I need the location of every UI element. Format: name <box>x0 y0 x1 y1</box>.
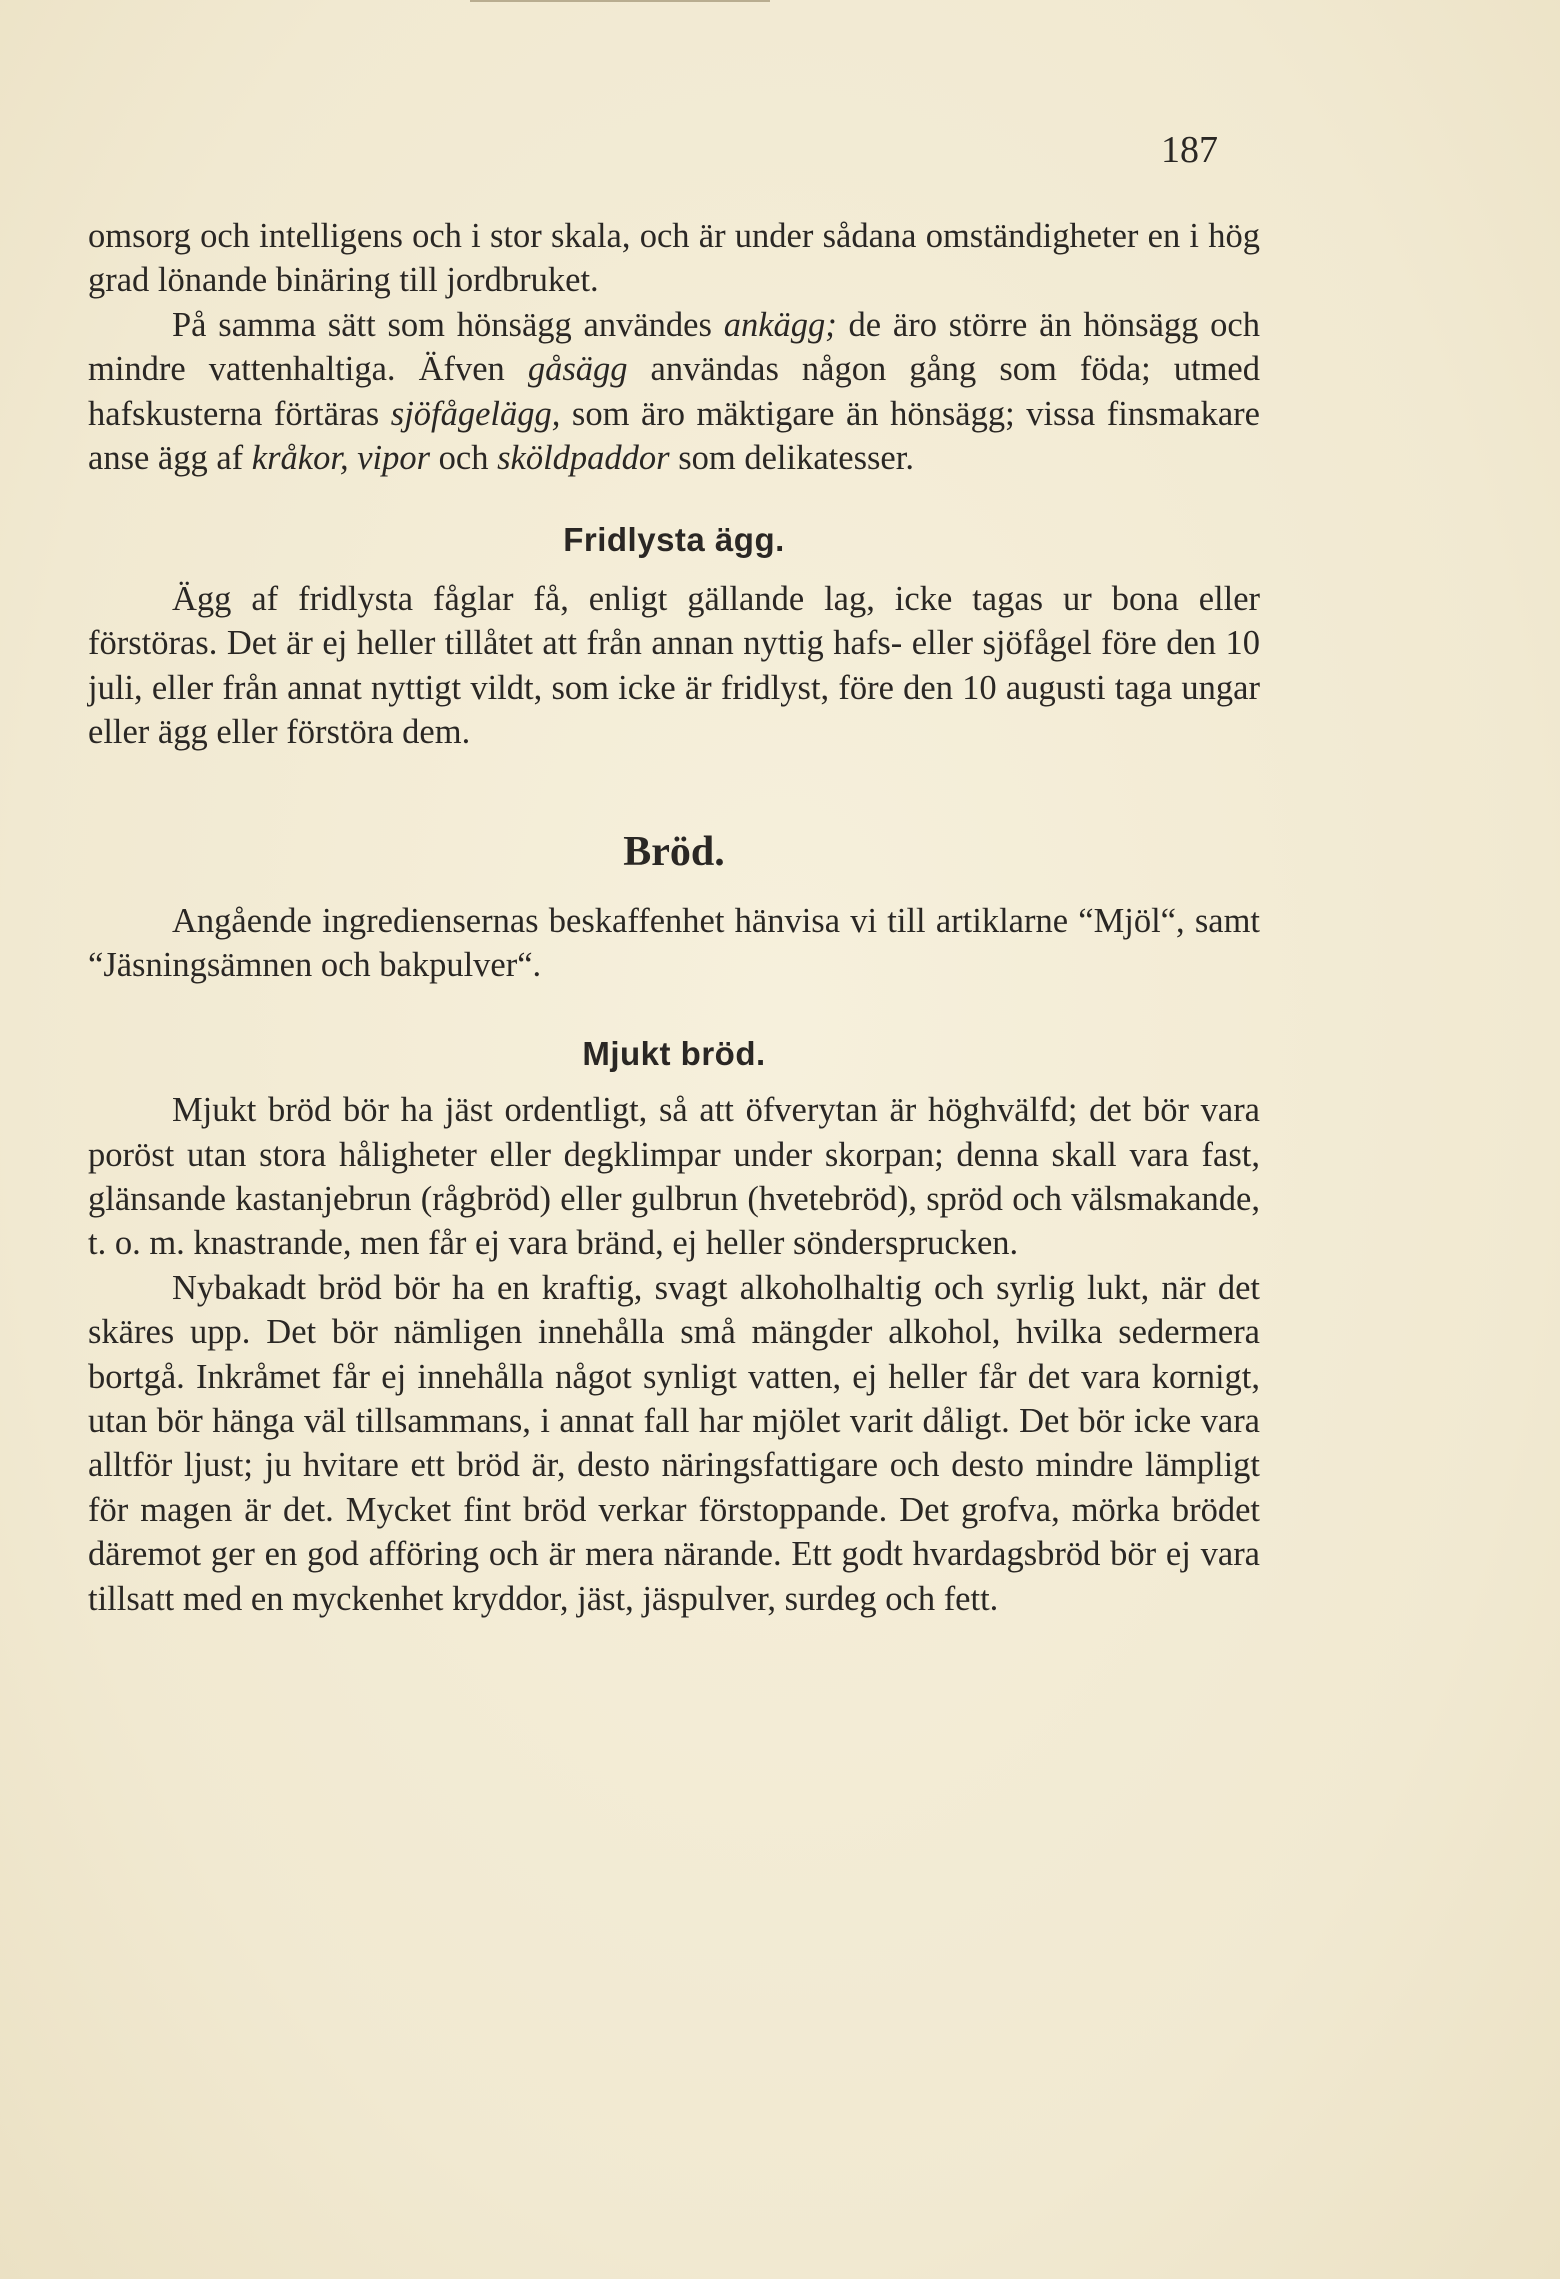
text-run: och <box>430 439 498 478</box>
text-run: På samma sätt som hönsägg användes <box>172 305 724 344</box>
italic-term: gåsägg <box>527 350 628 389</box>
paragraph-intro-continued: omsorg och intelligens och i stor skala, och är under sådana omständigheter en i hög grad lönande binäring till jordbruket. <box>88 217 1260 300</box>
paragraph-egg-types <box>88 303 1260 481</box>
italic-term: kråkor, vipor <box>251 439 431 478</box>
page-edge-mark <box>470 0 770 2</box>
heading-fridlysta-agg: Fridlysta ägg. <box>563 521 785 559</box>
page-body <box>88 214 1260 1621</box>
text-run: som äro mäktigare än hönsägg; vissa finsmakare anse ägg af <box>88 394 1260 478</box>
paragraph-mjukt-1: Mjukt bröd bör ha jäst ordentligt, så att öfverytan är höghvälfd; det bör vara poröst utan stora håligheter eller degklimpar under skorpan; denna skall vara fast, glänsande kastanjebrun (rågbröd) eller gulbrun (hvetebröd), spröd och välsmakande, t. o. m. knastrande, men får ej vara bränd, ej heller söndersprucken. <box>88 1091 1260 1263</box>
heading-mjukt-brod: Mjukt bröd. <box>582 1034 766 1072</box>
text-run: användas någon gång som föda; utmed hafskusterna förtäras <box>88 350 1260 433</box>
paragraph-brod: Angående ingrediensernas beskaffenhet hänvisa vi till artiklarne “Mjöl“, samt “Jäsningsämnen och bakpulver“. <box>88 901 1260 985</box>
italic-term: sjöfågelägg, <box>390 394 561 433</box>
paragraph-fridlysta: Ägg af fridlysta fåglar få, enligt gällande lag, icke tagas ur bona eller förstöras. Det är ej heller tillåtet att från annan nyttig hafs- eller sjöfågel före den 10 juli, eller från annat nyttigt vildt, som icke är fridlyst, före den 10 augusti taga ungar eller ägg eller förstöra dem. <box>88 579 1260 752</box>
heading-brod: Bröd. <box>623 829 725 876</box>
paragraph-mjukt-2: Nybakadt bröd bör ha en kraftig, svagt alkoholhaltig och syrlig lukt, när det skäres upp. Det bör nämligen innehålla små mängder alkohol, hvilka sedermera bortgå. Inkråmet får ej innehålla något synligt vatten, ej heller får det vara kornigt, utan bör hänga väl tillsammans, i annat fall har mjölet varit dåligt. Det bör icke vara alltför ljust; ju hvitare ett bröd är, desto näringsfattigare och desto mindre lämpligt för magen är det. Mycket fint bröd verkar förstoppande. Det grofva, mörka brödet däremot ger en god afföring och är mera närande. Ett godt hvardagsbröd bör ej vara tillsatt med en myckenhet kryddor, jäst, jäspulver, surdeg och fett. <box>88 1268 1260 1618</box>
italic-term: ankägg; <box>723 305 837 344</box>
page-number: 187 <box>1161 129 1218 171</box>
text-run: de äro större än hönsägg och mindre vattenhaltiga. Äfven <box>88 305 1260 389</box>
text-run: som delikatesser. <box>669 439 914 478</box>
italic-term: sköldpaddor <box>497 439 670 478</box>
